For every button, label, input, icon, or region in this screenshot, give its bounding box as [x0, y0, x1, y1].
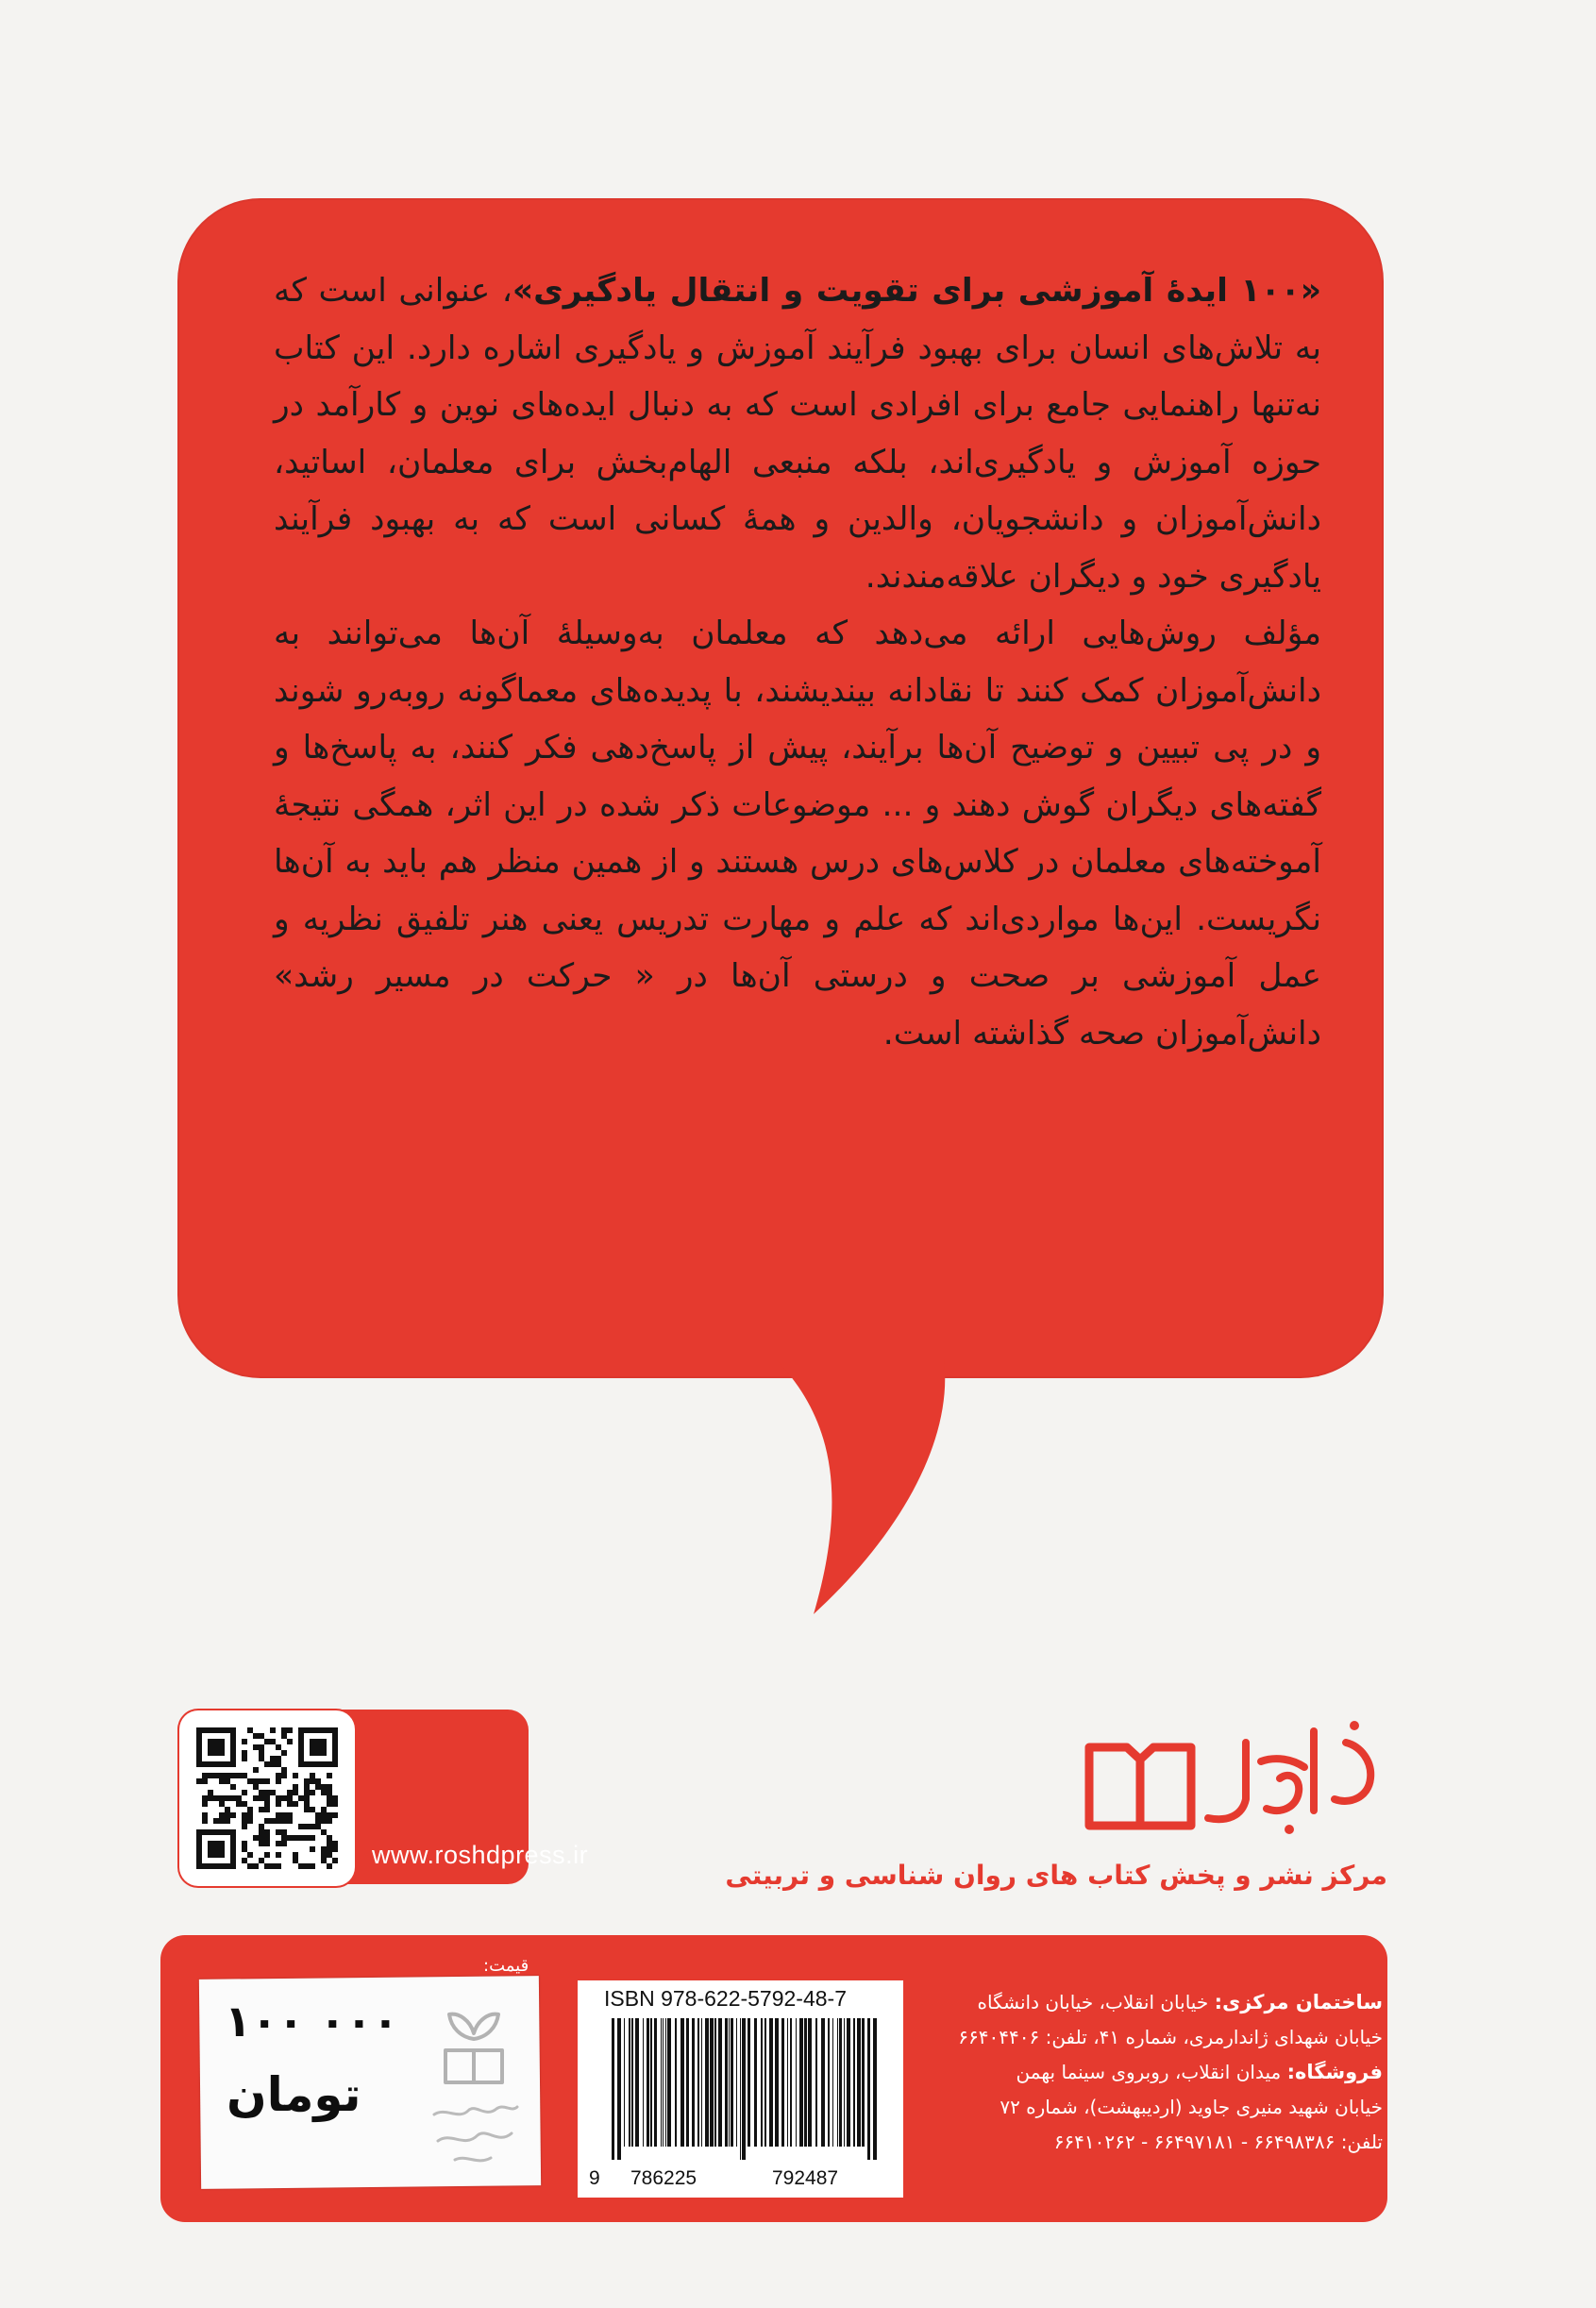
barcode-digits-right: 792487: [772, 2167, 839, 2189]
barcode-icon: [606, 2018, 880, 2160]
description-paragraph-2: [274, 605, 1321, 1062]
price-currency: تومان: [227, 2067, 361, 2122]
description-paragraph-1: [274, 262, 1321, 605]
central-office-street: خیابان انقلاب، خیابان دانشگاه: [977, 1991, 1215, 2013]
barcode-digits-middle: 786225: [630, 2167, 697, 2189]
qr-code-icon: [196, 1727, 338, 1869]
publisher-address: [849, 1985, 1383, 2160]
description-paragraph-1-text: ، عنوانی است که به تلاش‌های انسان برای بهبود فرآیند آموزش و یادگیری اشاره دارد. این کتاب نه‌تنها راهنمایی جامع برای افرادی است که به دنبال ایده‌های نوین و کارآمد در حوزه آموزش و یادگیری‌اند، بلکه منبعی الهام‌بخش برای معلمان، اساتید، دانش‌آموزان و دانشجویان، والدین و همهٔ کسانی است که به بهبود فرآیند یادگیری خود و دیگران علاقه‌مندند.: [274, 272, 1321, 596]
central-office-label: ساختمان مرکزی:: [1214, 1991, 1383, 2013]
isbn-label: ISBN 978-622-5792-48-7: [604, 1986, 847, 2011]
central-office-line-2: خیابان شهدای ژاندارمری، شماره ۴۱، تلفن: ۶۶۴۰۴۴۰۶: [958, 2026, 1383, 2048]
store-line-2: خیابان شهید منیری جاوید (اردیبهشت)، شماره ۷۲: [1000, 2096, 1383, 2118]
isbn-barcode: [578, 1980, 903, 2198]
book-title-quote: «۱۰۰ ایدهٔ آموزشی برای تقویت و انتقال یادگیری»: [512, 272, 1321, 310]
price-value: ۱۰۰ ۰۰۰: [225, 1996, 399, 2047]
description-paragraph-2-text: مؤلف روش‌هایی ارائه می‌دهد که معلمان به‌وسیلهٔ آن‌ها می‌توانند به دانش‌آموزان کمک کنند تا نقادانه بیندیشند، با پدیده‌های معماگونه روبه‌رو شوند و در پی تبیین و توضیح آن‌ها برآیند، پیش از پاسخ‌دهی فکر کنند، به پاسخ‌ها و گفته‌های دیگران گوش دهند و ... موضوعات ذکر شده در این اثر، همگی نتیجهٔ آموخته‌های معلمان در کلاس‌های درس هستند و از همین منظر هم باید به آن‌ها نگریست. این‌ها مواردی‌اند که علم و مهارت تدریس یعنی هنر تلفیق نظریه و عمل آموزشی بر صحت و درستی آن‌ها در « حرکت در مسیر رشد» دانش‌آموزان صحه گذاشته است.: [274, 615, 1321, 1053]
central-office-line-1: [849, 1985, 1383, 2020]
store-street: میدان انقلاب، روبروی سینما بهمن: [1016, 2061, 1287, 2083]
store-label: فروشگاه:: [1286, 2061, 1383, 2083]
publisher-tagline: مرکز نشر و پخش کتاب های روان شناسی و تربیتی: [725, 1860, 1387, 1891]
book-description: [274, 262, 1321, 1062]
phone-numbers: تلفن: ۶۶۴۹۸۳۸۶ - ۶۶۴۹۷۱۸۱ - ۶۶۴۱۰۲۶۲: [1053, 2131, 1383, 2153]
price-label: قیمت:: [483, 1956, 529, 1976]
publisher-stamp-icon: [417, 1992, 530, 2181]
barcode-digit-left: 9: [589, 2167, 600, 2189]
store-line-1: [849, 2055, 1383, 2090]
publisher-logo-icon: [1067, 1705, 1387, 1846]
website-url[interactable]: www.roshdpress.ir: [372, 1841, 589, 1869]
